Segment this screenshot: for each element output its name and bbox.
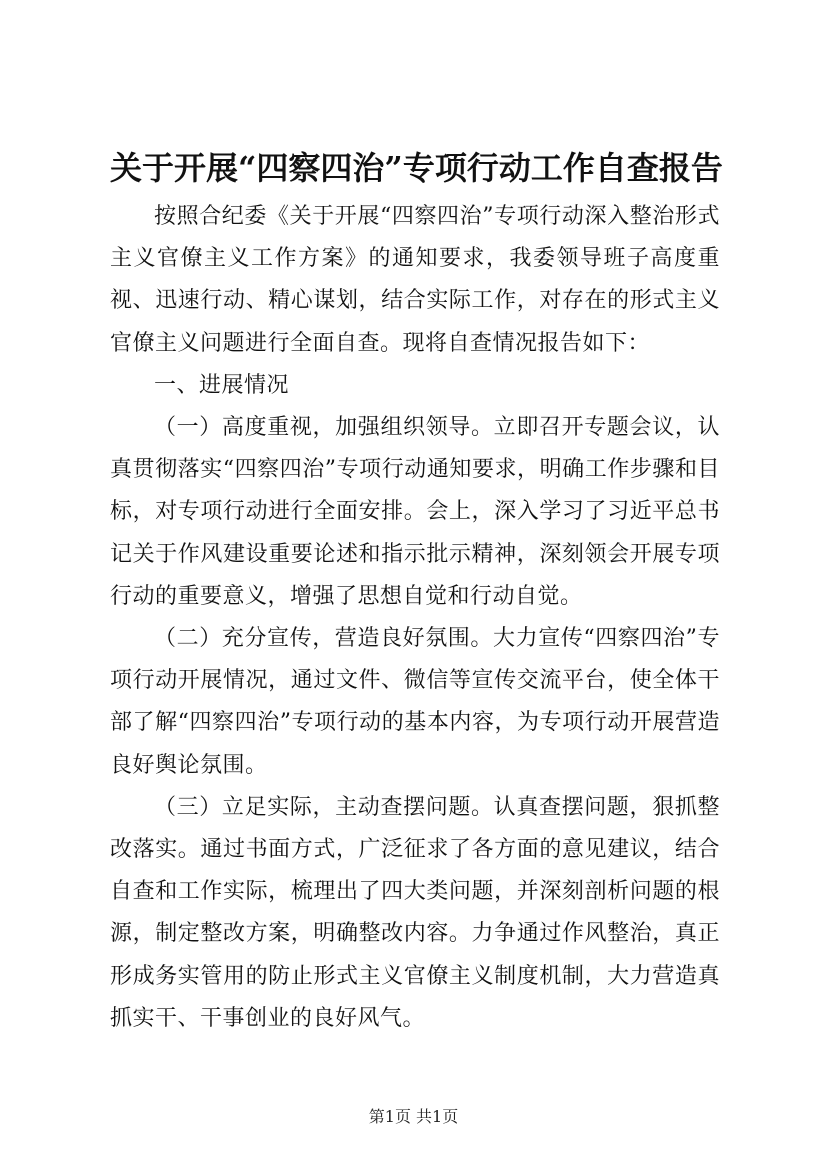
document-body xyxy=(110,196,720,1040)
section-heading-progress: 一、进展情况 xyxy=(154,372,290,398)
intro-paragraph: 按照合纪委《关于开展“四察四治”专项行动深入整治形式主义官僚主义工作方案》的通知要求，我委领导班子高度重视、迅速行动、精心谋划，结合实际工作，对存在的形式主义官僚主义问题进行全面自查。现将自查情况报告如下： xyxy=(110,204,720,356)
item-paragraph-1: （一）高度重视，加强组织领导。立即召开专题会议，认真贯彻落实“四察四治”专项行动通知要求，明确工作步骤和目标，对专项行动进行全面安排。会上，深入学习了习近平总书记关于作风建设重要论述和指示批示精神，深刻领会开展专项行动的重要意义，增强了思想自觉和行动自觉。 xyxy=(110,415,720,609)
page-number-footer: 第1页 共1页 xyxy=(368,1107,459,1126)
document-title: 关于开展“四察四治”专项行动工作自查报告 xyxy=(110,149,723,187)
item-paragraph-3: （三）立足实际，主动查摆问题。认真查摆问题，狠抓整改落实。通过书面方式，广泛征求了各方面的意见建议，结合自查和工作实际，梳理出了四大类问题，并深刻剖析问题的根源，制定整改方案，明确整改内容。力争通过作风整治，真正形成务实管用的防止形式主义官僚主义制度机制，大力营造真抓实干、干事创业的良好风气。 xyxy=(110,794,720,1031)
item-paragraph-2: （二）充分宣传，营造良好氛围。大力宣传“四察四治”专项行动开展情况，通过文件、微信等宣传交流平台，使全体干部了解“四察四治”专项行动的基本内容，为专项行动开展营造良好舆论氛围。 xyxy=(110,626,720,778)
